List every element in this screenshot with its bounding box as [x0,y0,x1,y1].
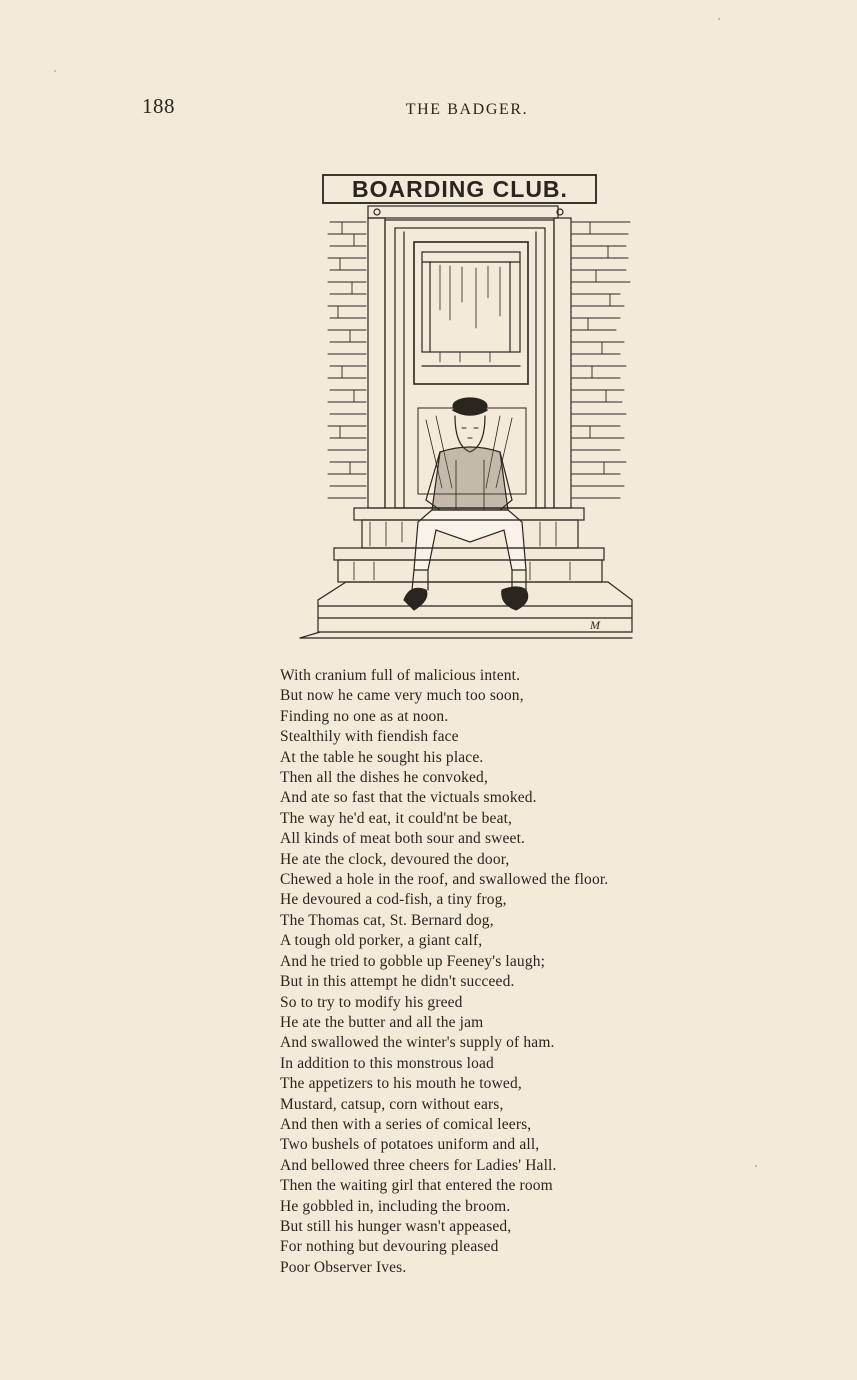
poem-line: At the table he sought his place. [280,748,484,766]
page-number: 188 [142,94,175,118]
poem-line: Chewed a hole in the roof, and swallowed the floor. [280,871,609,889]
poem-line: For nothing but devouring pleased [280,1238,499,1256]
poem-line: Poor Observer Ives. [280,1258,407,1276]
poem-line: He ate the butter and all the jam [280,1013,484,1031]
poem-line: The Thomas cat, St. Bernard dog, [280,911,494,929]
poem-line: He gobbled in, including the broom. [280,1197,511,1215]
paper-speck [755,1165,757,1167]
poem-line: And swallowed the winter's supply of ham. [280,1034,555,1052]
poem-line: And bellowed three cheers for Ladies' Hall. [280,1156,557,1174]
poem-line: Finding no one as at noon. [280,707,449,725]
poem-line: And ate so fast that the victuals smoked. [280,789,537,807]
door-window [414,242,528,384]
poem [280,666,608,1278]
poem-line: With cranium full of malicious intent. [280,667,521,684]
poem-line: The way he'd eat, it could'nt be beat, [280,809,513,827]
poem-line: Two bushels of potatoes uniform and all, [280,1136,540,1154]
poem-line: All kinds of meat both sour and sweet. [280,830,526,848]
poem-line: So to try to modify his greed [280,993,463,1011]
sign-text: BOARDING CLUB. [352,176,568,202]
artist-signature: M [590,618,600,632]
poem-line: The appetizers to his mouth he towed, [280,1075,522,1093]
poem-line: In addition to this monstrous load [280,1054,494,1072]
poem-line: And he tried to gobble up Feeney's laugh; [280,952,546,970]
poem-line: He ate the clock, devoured the door, [280,850,510,868]
poem-line: Then the waiting girl that entered the room [280,1177,553,1195]
brick-wall-left [328,222,366,498]
paper-speck [718,18,720,20]
poem-line: Then all the dishes he convoked, [280,769,488,787]
poem-line: But now he came very much too soon, [280,687,524,705]
poem-line: Mustard, catsup, corn without ears, [280,1095,504,1113]
brick-wall-right [572,222,630,498]
boarding-club-illustration [290,170,635,645]
poem-line: But in this attempt he didn't succeed. [280,973,515,991]
poem-line: He devoured a cod-fish, a tiny frog, [280,891,507,909]
poem-line: Stealthily with fiendish face [280,728,459,746]
poem-line: A tough old porker, a giant calf, [280,932,483,950]
poem-line: But still his hunger wasn't appeased, [280,1217,512,1235]
running-title: THE BADGER. [405,101,529,118]
poem-line: And then with a series of comical leers, [280,1115,532,1133]
paper-speck [54,70,56,72]
